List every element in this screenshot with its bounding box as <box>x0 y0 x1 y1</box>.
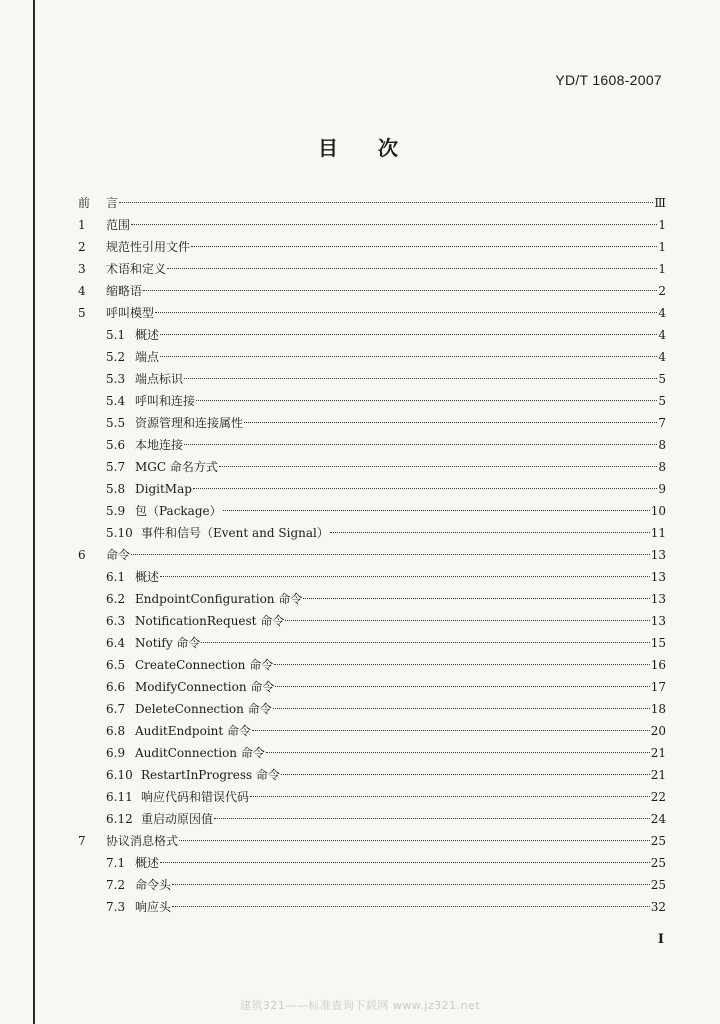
toc-entry-number: 前 <box>78 196 91 210</box>
toc-entry-label: 规范性引用文件 <box>106 240 191 254</box>
toc-subentry[interactable] <box>106 654 666 676</box>
leader-dots <box>219 465 657 467</box>
toc-entry[interactable] <box>78 544 666 566</box>
toc-entry[interactable] <box>78 214 666 236</box>
toc-entry-page: 10 <box>650 504 666 518</box>
toc-entry-label: 命令头 <box>135 878 172 892</box>
toc-entry-number: 5.3 <box>106 372 126 386</box>
leader-dots <box>201 641 649 643</box>
toc-entry-page: 15 <box>650 636 666 650</box>
toc-subentry[interactable] <box>106 632 666 654</box>
toc-entry[interactable] <box>78 302 666 324</box>
leader-dots <box>131 223 657 225</box>
toc-entry-number: 5.4 <box>106 394 126 408</box>
toc-entry-page: 20 <box>650 724 666 738</box>
toc-entry-number: 5.2 <box>106 350 126 364</box>
toc-subentry[interactable] <box>106 456 666 478</box>
toc-entry-page: 24 <box>650 812 666 826</box>
toc-entry-number: 5.10 <box>106 526 133 540</box>
toc-entry-label: 资源管理和连接属性 <box>135 416 244 430</box>
toc-entry-label: 重启动原因值 <box>141 812 214 826</box>
toc-entry[interactable] <box>78 258 666 280</box>
leader-dots <box>223 509 650 511</box>
toc-entry-number: 5.8 <box>106 482 126 496</box>
toc-entry-page: 4 <box>658 350 666 364</box>
title-char-2: 次 <box>378 136 402 160</box>
toc-entry-label: NotificationRequest 命令 <box>135 614 285 628</box>
toc-subentry[interactable] <box>106 742 666 764</box>
toc-entry-number: 4 <box>78 284 86 298</box>
toc-entry-label: 端点 <box>135 350 160 364</box>
toc-entry-page: 13 <box>650 548 666 562</box>
toc-subentry[interactable] <box>106 346 666 368</box>
leader-dots <box>330 531 650 533</box>
toc-entry-label: Notify 命令 <box>135 636 201 650</box>
toc-entry-number: 6.9 <box>106 746 126 760</box>
leader-dots <box>119 201 653 203</box>
toc-entry-number: 6.12 <box>106 812 133 826</box>
toc-entry-page: 16 <box>650 658 666 672</box>
page-title <box>0 132 720 161</box>
toc-entry-label: CreateConnection 命令 <box>135 658 274 672</box>
toc-entry-number: 5.9 <box>106 504 126 518</box>
toc-subentry[interactable] <box>106 434 666 456</box>
toc-entry-label: 响应头 <box>135 900 172 914</box>
toc-subentry[interactable] <box>106 478 666 500</box>
toc-entry-number: 6.4 <box>106 636 126 650</box>
toc-entry-page: 22 <box>650 790 666 804</box>
leader-dots <box>160 575 650 577</box>
toc-entry-page: 5 <box>658 394 666 408</box>
toc-entry-label: 事件和信号（Event and Signal） <box>141 526 329 540</box>
toc-entry-label: 范围 <box>106 218 131 232</box>
leader-dots <box>252 729 650 731</box>
leader-dots <box>160 861 650 863</box>
leader-dots <box>285 619 649 621</box>
toc-entry-number: 5.7 <box>106 460 126 474</box>
leader-dots <box>275 685 649 687</box>
leader-dots <box>167 267 657 269</box>
toc-entry-label: RestartInProgress 命令 <box>141 768 280 782</box>
toc-subentry[interactable] <box>106 720 666 742</box>
toc-entry-label: 协议消息格式 <box>106 834 179 848</box>
toc-subentry[interactable] <box>106 676 666 698</box>
page-number: I <box>657 932 664 947</box>
toc-entry[interactable] <box>78 236 666 258</box>
leader-dots <box>266 751 650 753</box>
toc-entry-number: 6.8 <box>106 724 126 738</box>
toc-entry-number: 6.10 <box>106 768 133 782</box>
toc-entry-number: 7 <box>78 834 86 848</box>
toc-entry-page: 1 <box>658 218 666 232</box>
toc-entry-number: 5.6 <box>106 438 126 452</box>
leader-dots <box>191 245 657 247</box>
toc-entry[interactable] <box>78 280 666 302</box>
leader-dots <box>160 355 657 357</box>
toc-subentry[interactable] <box>106 852 666 874</box>
toc-entry-number: 3 <box>78 262 86 276</box>
toc-entry-label: 呼叫模型 <box>106 306 155 320</box>
toc-entry[interactable] <box>78 830 666 852</box>
title-char-1: 目 <box>318 136 342 160</box>
toc-subentry[interactable] <box>106 786 666 808</box>
leader-dots <box>160 333 657 335</box>
toc-entry-label: MGC 命名方式 <box>135 460 218 474</box>
toc-entry-page: 13 <box>650 614 666 628</box>
toc-entry-label: ModifyConnection 命令 <box>135 680 275 694</box>
toc-entry-number: 6.1 <box>106 570 126 584</box>
toc-entry-page: 18 <box>650 702 666 716</box>
toc-entry-number: 7.1 <box>106 856 126 870</box>
leader-dots <box>155 311 657 313</box>
watermark-text: 建筑321——标准查询下载网 www.jz321.net <box>239 999 481 1012</box>
leader-dots <box>303 597 649 599</box>
toc-entry-page: 25 <box>650 856 666 870</box>
toc-subentry[interactable] <box>106 874 666 896</box>
toc-entry-number: 5.5 <box>106 416 126 430</box>
toc-entry-number: 2 <box>78 240 86 254</box>
toc-entry-label: 概述 <box>135 328 160 342</box>
toc-entry-label: 包（Package） <box>135 504 222 518</box>
toc-entry-page: 21 <box>650 746 666 760</box>
toc-entry-number: 1 <box>78 218 86 232</box>
toc-entry-label: DeleteConnection 命令 <box>135 702 272 716</box>
leader-dots <box>193 487 657 489</box>
toc-subentry[interactable] <box>106 764 666 786</box>
toc-entry-number: 6.6 <box>106 680 126 694</box>
toc-entry-page: 4 <box>658 328 666 342</box>
toc-entry-page: 8 <box>658 460 666 474</box>
toc-entry-page: Ⅲ <box>654 196 666 210</box>
leader-dots <box>250 795 650 797</box>
toc-entry-label: 呼叫和连接 <box>135 394 196 408</box>
toc-entry-page: 1 <box>658 262 666 276</box>
leader-dots <box>214 817 650 819</box>
toc-subentry[interactable] <box>106 500 666 522</box>
leader-dots <box>184 443 657 445</box>
leader-dots <box>196 399 657 401</box>
toc-entry-number: 6.5 <box>106 658 126 672</box>
leader-dots <box>244 421 657 423</box>
toc-entry-label: 本地连接 <box>135 438 184 452</box>
toc-subentry[interactable] <box>106 698 666 720</box>
toc-entry-number: 6.3 <box>106 614 126 628</box>
toc-entry-page: 2 <box>658 284 666 298</box>
toc-entry-page: 5 <box>658 372 666 386</box>
toc-subentry[interactable] <box>106 368 666 390</box>
standard-code: YD/T 1608-2007 <box>555 72 662 88</box>
leader-dots <box>273 707 650 709</box>
toc-entry-label: 命令 <box>106 548 131 562</box>
toc-entry-page: 21 <box>650 768 666 782</box>
toc-entry-page: 25 <box>650 878 666 892</box>
toc-subentry[interactable] <box>106 896 666 918</box>
toc-entry-label: 端点标识 <box>135 372 184 386</box>
toc-subentry[interactable] <box>106 390 666 412</box>
toc-entry-label: 言 <box>106 196 119 210</box>
toc-entry-label: 术语和定义 <box>106 262 167 276</box>
toc-entry-page: 4 <box>658 306 666 320</box>
toc-subentry[interactable] <box>106 324 666 346</box>
toc-subentry[interactable] <box>106 610 666 632</box>
leader-dots <box>143 289 657 291</box>
toc-entry-page: 9 <box>658 482 666 496</box>
leader-dots <box>172 883 650 885</box>
toc-entry-number: 7.2 <box>106 878 126 892</box>
toc-entry-label: AuditEndpoint 命令 <box>135 724 252 738</box>
toc-entry-page: 13 <box>650 592 666 606</box>
toc-entry-page: 17 <box>650 680 666 694</box>
toc-entry-label: 概述 <box>135 856 160 870</box>
toc-entry-number: 5.1 <box>106 328 126 342</box>
leader-dots <box>131 553 650 555</box>
toc-entry-page: 8 <box>658 438 666 452</box>
toc-entry-number: 6.2 <box>106 592 126 606</box>
toc-entry-label: 概述 <box>135 570 160 584</box>
leader-dots <box>281 773 650 775</box>
leader-dots <box>184 377 657 379</box>
toc-entry-number: 6 <box>78 548 86 562</box>
toc-entry[interactable] <box>78 192 666 214</box>
toc-subentry[interactable] <box>106 588 666 610</box>
toc-subentry[interactable] <box>106 566 666 588</box>
toc-entry-page: 25 <box>650 834 666 848</box>
toc-entry-page: 1 <box>658 240 666 254</box>
toc-entry-label: EndpointConfiguration 命令 <box>135 592 303 606</box>
toc-entry-page: 13 <box>650 570 666 584</box>
toc-entry-number: 6.7 <box>106 702 126 716</box>
leader-dots <box>274 663 650 665</box>
toc-subentry[interactable] <box>106 522 666 544</box>
toc-entry-page: 32 <box>650 900 666 914</box>
toc-entry-label: DigitMap <box>135 482 192 496</box>
toc-subentry[interactable] <box>106 808 666 830</box>
toc-entry-number: 7.3 <box>106 900 126 914</box>
toc-entry-page: 7 <box>658 416 666 430</box>
toc-entry-number: 6.11 <box>106 790 133 804</box>
toc-entry-label: AuditConnection 命令 <box>135 746 265 760</box>
toc-entry-page: 11 <box>650 526 666 540</box>
toc-entry-number: 5 <box>78 306 86 320</box>
toc-entry-label: 响应代码和错误代码 <box>141 790 250 804</box>
leader-dots <box>179 839 650 841</box>
leader-dots <box>172 905 650 907</box>
toc-subentry[interactable] <box>106 412 666 434</box>
toc-entry-label: 缩略语 <box>106 284 143 298</box>
